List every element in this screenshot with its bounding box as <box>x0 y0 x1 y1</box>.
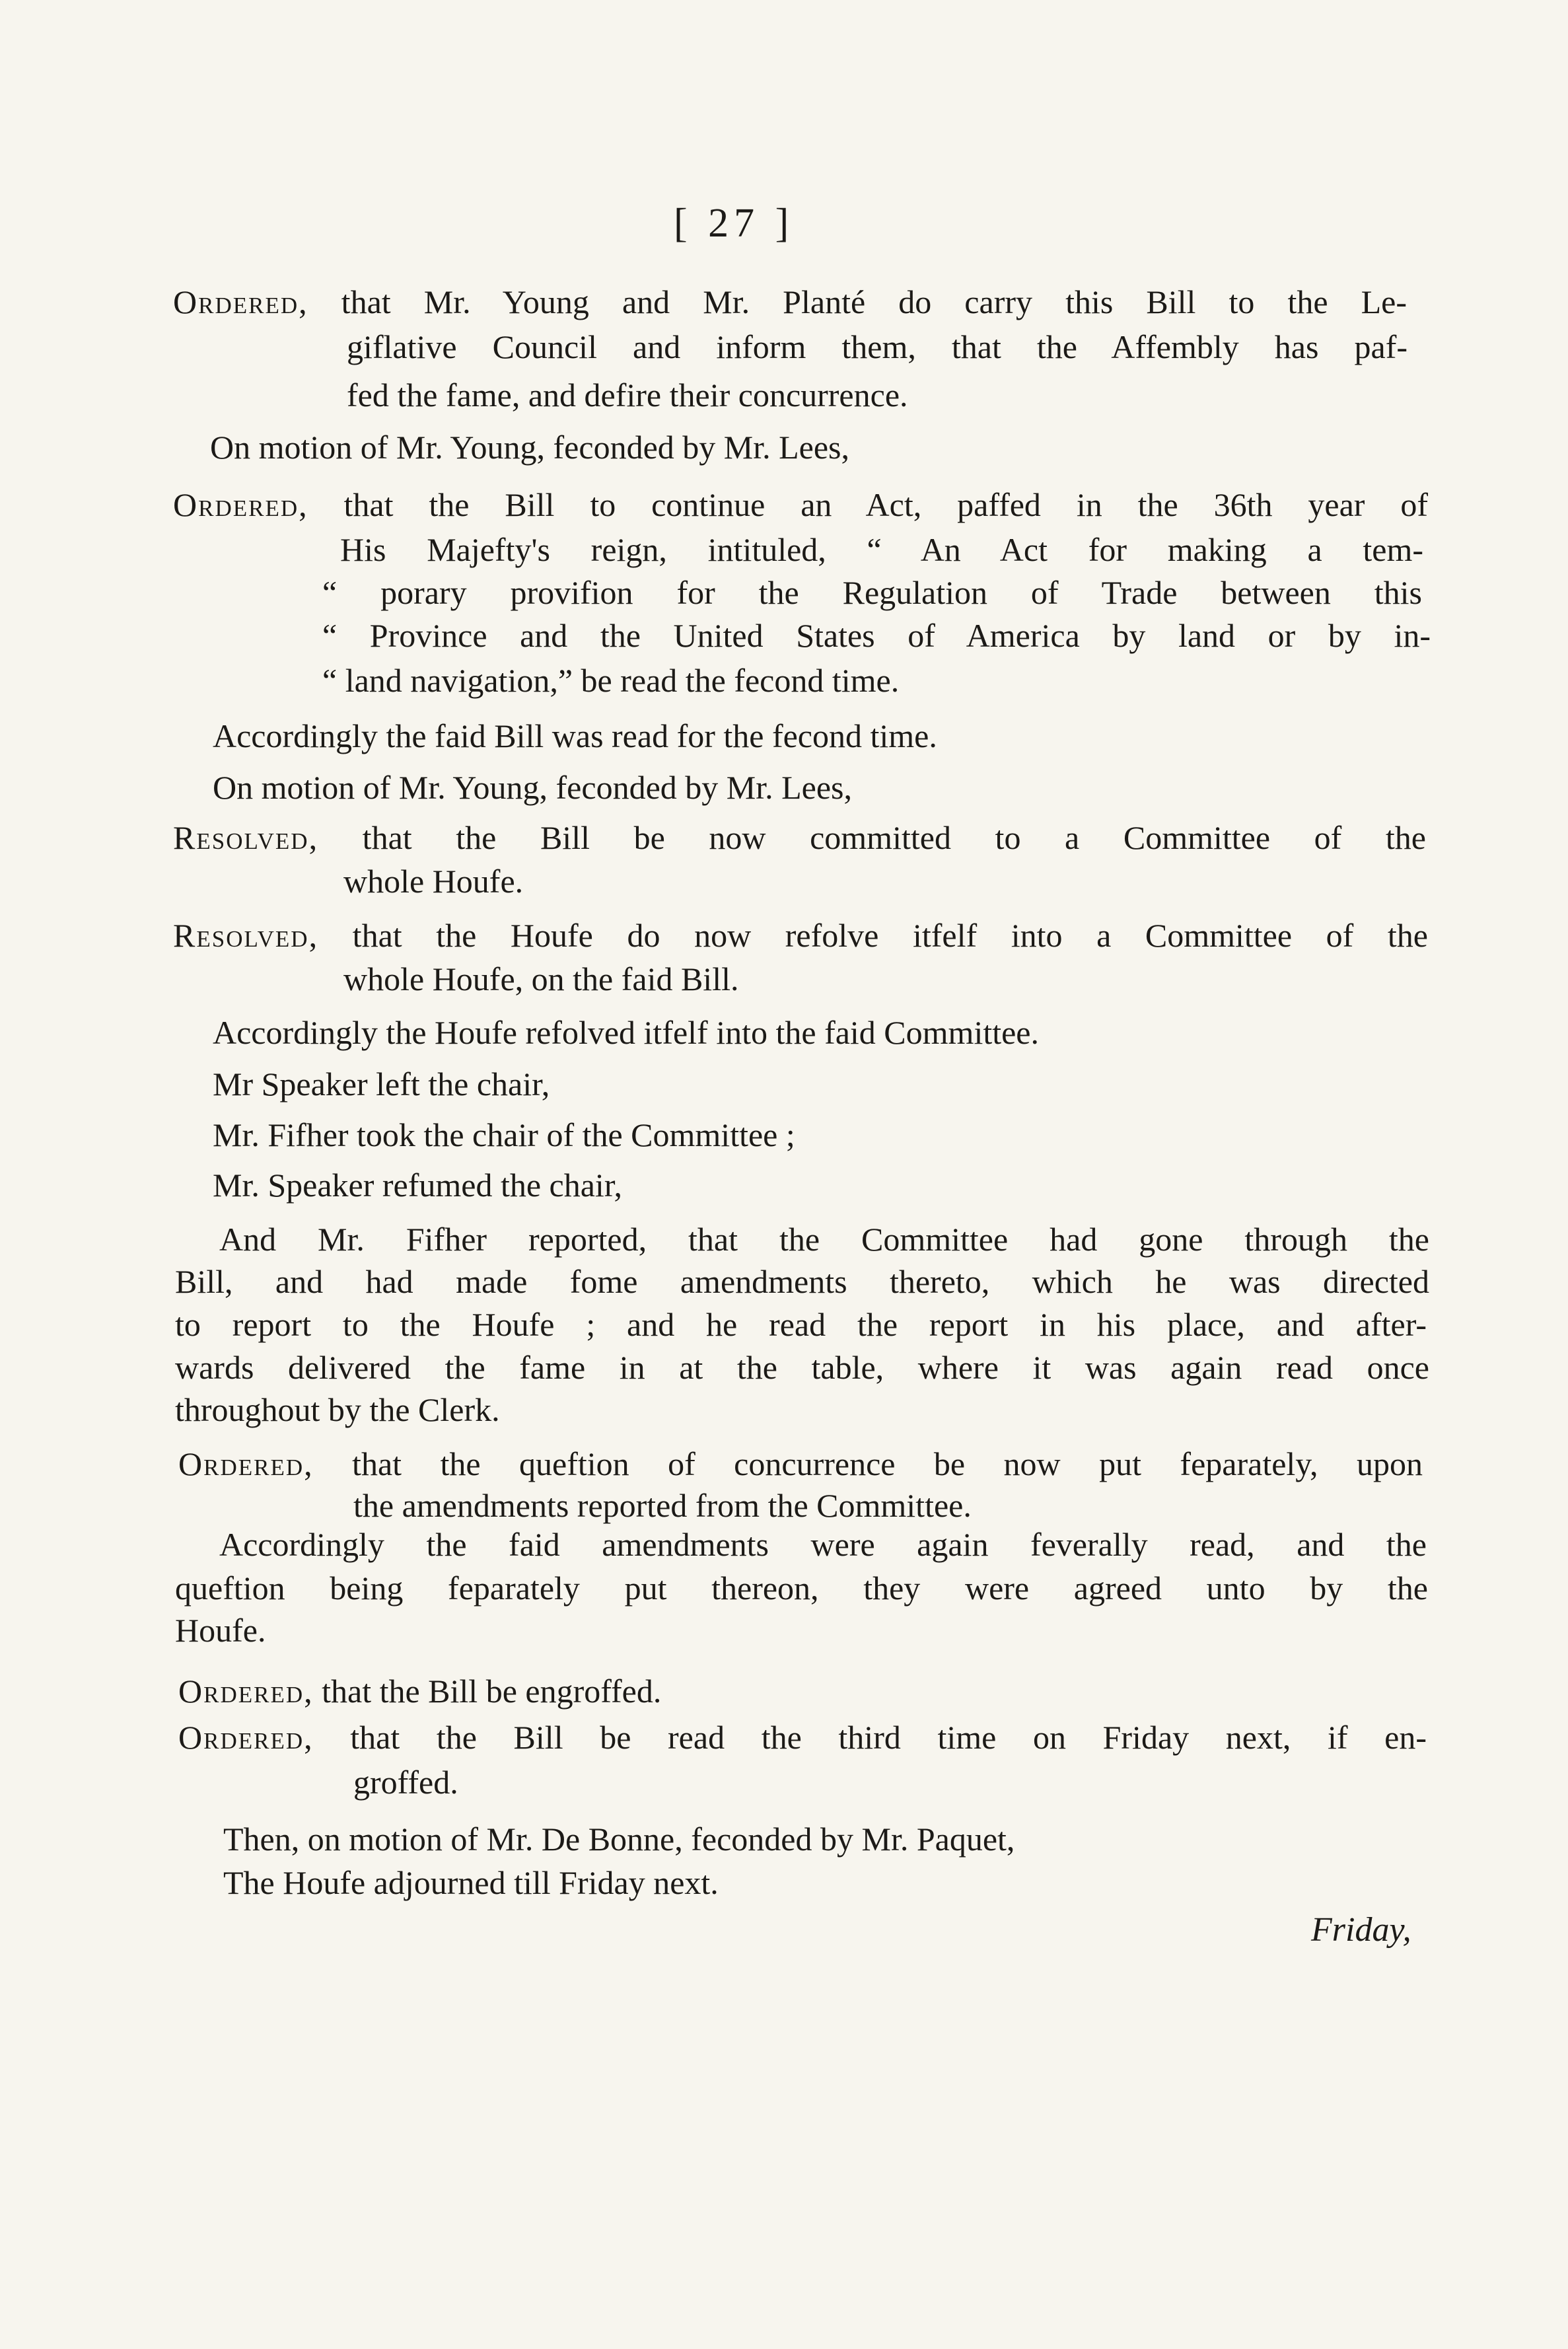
text-line: Mr. Speaker refumed the chair, <box>213 1167 622 1204</box>
text-line <box>178 1443 1423 1485</box>
text-line: throughout by the Clerk. <box>175 1391 500 1428</box>
text-line: whole Houfe. <box>343 863 524 900</box>
text-line <box>178 1670 661 1712</box>
text-line: Accordingly the faid Bill was read for the fecond time. <box>213 717 937 754</box>
text-line: Accordingly the faid amendments were again feverally read, and the <box>219 1526 1427 1563</box>
catchword: Friday, <box>1311 1911 1411 1949</box>
text-line: to report to the Houfe ; and he read the report in his place, and after- <box>175 1306 1427 1343</box>
entry-lead: Ordered, <box>173 283 308 320</box>
text-line: fed the fame, and defire their concurrence. <box>347 377 908 414</box>
text-line: Houfe. <box>175 1612 266 1649</box>
entry-lead: Ordered, <box>178 1719 314 1756</box>
page-number: [ 27 ] <box>674 201 795 246</box>
text-line: groffed. <box>353 1764 458 1801</box>
text-line: Mr. Fifher took the chair of the Committee ; <box>213 1116 795 1153</box>
text-line: On motion of Mr. Young, feconded by Mr. Lees, <box>210 429 849 466</box>
line-text: that the Bill be now committed to a Committee of the <box>318 819 1426 856</box>
line-text: that the Bill to continue an Act, paffed in the 36th year of <box>308 486 1428 523</box>
text-line: His Majefty's reign, intituled, “ An Act for making a tem- <box>340 531 1423 568</box>
line-text: that the Bill be engroffed. <box>313 1673 662 1710</box>
line-text: that Mr. Young and Mr. Planté do carry this Bill to the Le- <box>308 283 1407 320</box>
text-line: “ porary provifion for the Regulation of Trade between this <box>322 574 1422 611</box>
entry-lead: Ordered, <box>178 1445 314 1482</box>
text-line: “ land navigation,” be read the fecond time. <box>322 662 900 699</box>
entry-lead: Ordered, <box>178 1673 314 1710</box>
text-line: “ Province and the United States of America by land or by in- <box>322 617 1431 654</box>
text-line: And Mr. Fifher reported, that the Committee had gone through the <box>219 1221 1429 1258</box>
text-line: whole Houfe, on the faid Bill. <box>343 960 739 997</box>
text-line <box>173 816 1426 859</box>
text-line: Mr Speaker left the chair, <box>213 1066 550 1102</box>
entry-lead: Ordered, <box>173 486 308 523</box>
text-line: The Houfe adjourned till Friday next. <box>223 1864 719 1901</box>
line-text: that the Bill be read the third time on Friday next, if en- <box>313 1719 1427 1756</box>
text-line: Bill, and had made fome amendments thereto, which he was directed <box>175 1263 1429 1300</box>
text-line: the amendments reported from the Committee. <box>353 1487 972 1524</box>
text-line: giflative Council and inform them, that the Affembly has paf- <box>347 328 1408 365</box>
text-line <box>178 1716 1427 1758</box>
line-text: that the Houfe do now refolve itfelf into a Committee of the <box>318 917 1428 954</box>
entry-lead: Resolved, <box>173 917 319 954</box>
text-line: On motion of Mr. Young, feconded by Mr. Lees, <box>213 769 852 806</box>
text-line: queftion being feparately put thereon, they were agreed unto by the <box>175 1570 1428 1607</box>
text-line: Accordingly the Houfe refolved itfelf into the faid Committee. <box>213 1014 1040 1051</box>
line-text: that the queftion of concurrence be now put feparately, upon <box>313 1445 1423 1482</box>
text-line <box>173 484 1428 526</box>
entry-lead: Resolved, <box>173 819 319 856</box>
text-line: wards delivered the fame in at the table, where it was again read once <box>175 1349 1429 1386</box>
text-line <box>173 281 1407 323</box>
text-line: Then, on motion of Mr. De Bonne, feconded by Mr. Paquet, <box>223 1821 1015 1858</box>
text-line <box>173 914 1428 957</box>
